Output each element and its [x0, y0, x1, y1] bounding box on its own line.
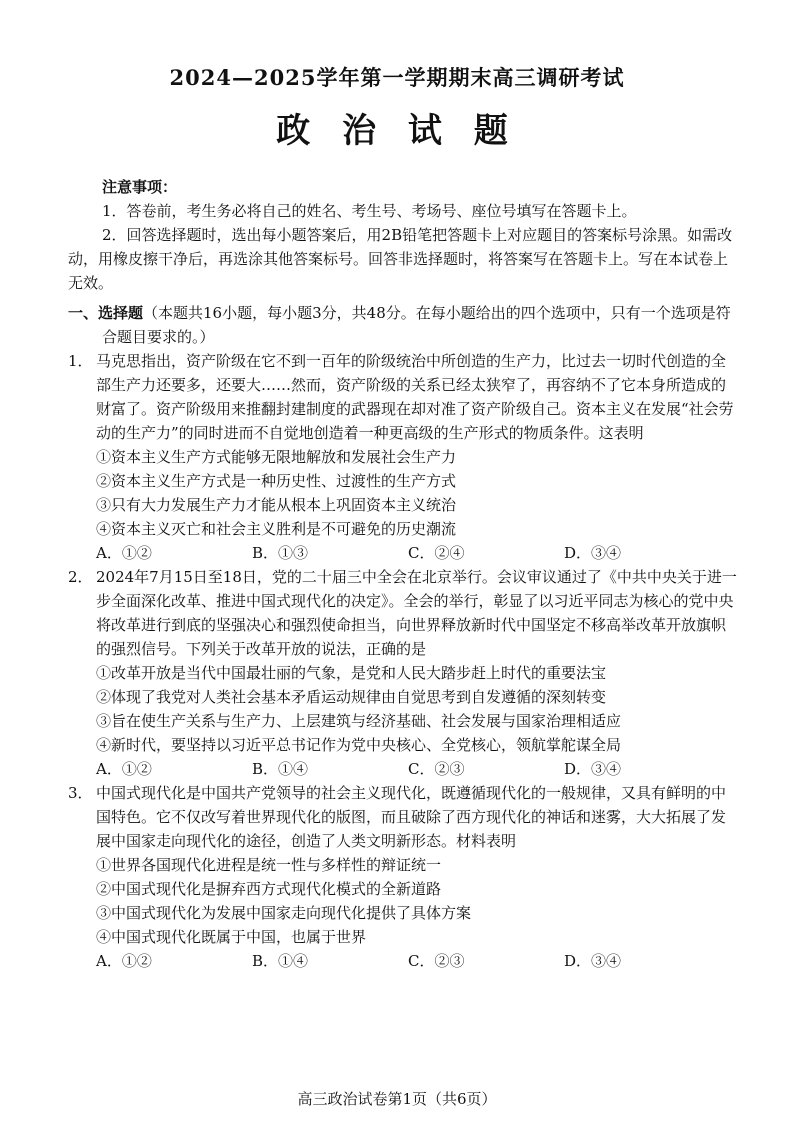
choice-d: D．③④ — [564, 544, 622, 562]
question-2 — [68, 565, 740, 661]
choice-b: B．①④ — [252, 760, 309, 778]
choice-c: C．②③ — [408, 952, 465, 970]
question-stem: 中国式现代化是中国共产党领导的社会主义现代化，既遵循现代化的一般规律，又具有鲜明的中国特色。它不仅改写着世界现代化的版图，而且破除了西方现代化的神话和迷雾，大大拓展了发展中国家走向现代化的途径，创造了人类文明新形态。材料表明 — [96, 784, 727, 850]
choice-d: D．③④ — [564, 760, 622, 778]
subject-title: 政 治 试 题 — [276, 111, 518, 151]
question-1 — [68, 349, 740, 445]
question-number: 3． — [68, 784, 93, 802]
question-stem: 2024年7月15日至18日，党的二十届三中全会在北京举行。会议审议通过了《中共中央关于进一步全面深化改革、推进中国式现代化的决定》。全会的举行，彰显了以习近平同志为核心的党中央将改革进行到底的坚强决心和强烈使命担当，向世界释放新时代中国坚定不移高举改革开放旗帜的强烈信号。下列关于改革开放的说法，正确的是 — [96, 568, 737, 658]
choice-a: A．①② — [96, 760, 152, 778]
option-4: ④资本主义灭亡和社会主义胜利是不可避免的历史潮流 — [96, 520, 457, 538]
choice-c: C．②③ — [408, 760, 465, 778]
option-4: ④中国式现代化既属于中国，也属于世界 — [96, 928, 367, 946]
question-3 — [68, 781, 740, 853]
option-3: ③旨在使生产关系与生产力、上层建筑与经济基础、社会发展与国家治理相适应 — [96, 712, 622, 730]
option-4: ④新时代，要坚持以习近平总书记作为党中央核心、全党核心，领航掌舵谋全局 — [96, 736, 622, 754]
section-description: （本题共16小题，每小题3分，共48分。在每小题给出的四个选项中，只有一个选项是符合题目要求的。） — [102, 304, 731, 346]
section-label: 一、选择题 — [68, 304, 144, 322]
choice-d: D．③④ — [564, 952, 622, 970]
answer-choices — [68, 949, 740, 973]
option-2: ②中国式现代化是摒弃西方式现代化模式的全新道路 — [96, 880, 442, 898]
page-footer: 高三政治试卷第1页（共6页） — [297, 1090, 497, 1108]
choice-c: C．②④ — [408, 544, 465, 562]
answer-choices — [68, 757, 740, 781]
section-heading — [68, 301, 740, 349]
exam-body — [68, 175, 740, 973]
exam-title: 2024—2025学年第一学期期末高三调研考试 — [169, 65, 625, 90]
option-2: ②体现了我党对人类社会基本矛盾运动规律由自觉思考到自发遵循的深刻转变 — [96, 688, 607, 706]
option-1: ①改革开放是当代中国最壮丽的气象，是党和人民大踏步赶上时代的重要法宝 — [96, 664, 607, 682]
option-3: ③中国式现代化为发展中国家走向现代化提供了具体方案 — [96, 904, 472, 922]
choice-a: A．①② — [96, 952, 152, 970]
question-number: 1． — [68, 352, 93, 370]
question-stem: 马克思指出，资产阶级在它不到一百年的阶级统治中所创造的生产力，比过去一切时代创造的全部生产力还要多，还要大……然而，资产阶级的关系已经太狭窄了，再容纳不了它本身所造成的财富了。资产阶级用来推翻封建制度的武器现在却对准了资产阶级自己。资本主义在发展“社会劳动的生产力”的同时进而不自觉地创造着一种更高级的生产形式的物质条件。这表明 — [96, 352, 734, 442]
question-number: 2． — [68, 568, 93, 586]
option-1: ①世界各国现代化进程是统一性与多样性的辩证统一 — [96, 856, 442, 874]
notice-heading: 注意事项： — [102, 178, 178, 196]
answer-choices — [68, 541, 740, 565]
notice-item-2: 2．回答选择题时，选出每小题答案后，用2B铅笔把答题卡上对应题目的答案标号涂黑。如需改动，用橡皮擦干净后，再选涂其他答案标号。回答非选择题时，将答案写在答题卡上。写在本试卷上无效。 — [68, 226, 733, 292]
option-2: ②资本主义生产方式是一种历史性、过渡性的生产方式 — [96, 472, 457, 490]
option-3: ③只有大力发展生产力才能从根本上巩固资本主义统治 — [96, 496, 457, 514]
option-1: ①资本主义生产方式能够无限地解放和发展社会生产力 — [96, 448, 457, 466]
notice-item-1: 1．答卷前，考生务必将自己的姓名、考生号、考场号、座位号填写在答题卡上。 — [102, 202, 637, 220]
choice-b: B．①③ — [252, 544, 309, 562]
choice-b: B．①④ — [252, 952, 309, 970]
choice-a: A．①② — [96, 544, 152, 562]
